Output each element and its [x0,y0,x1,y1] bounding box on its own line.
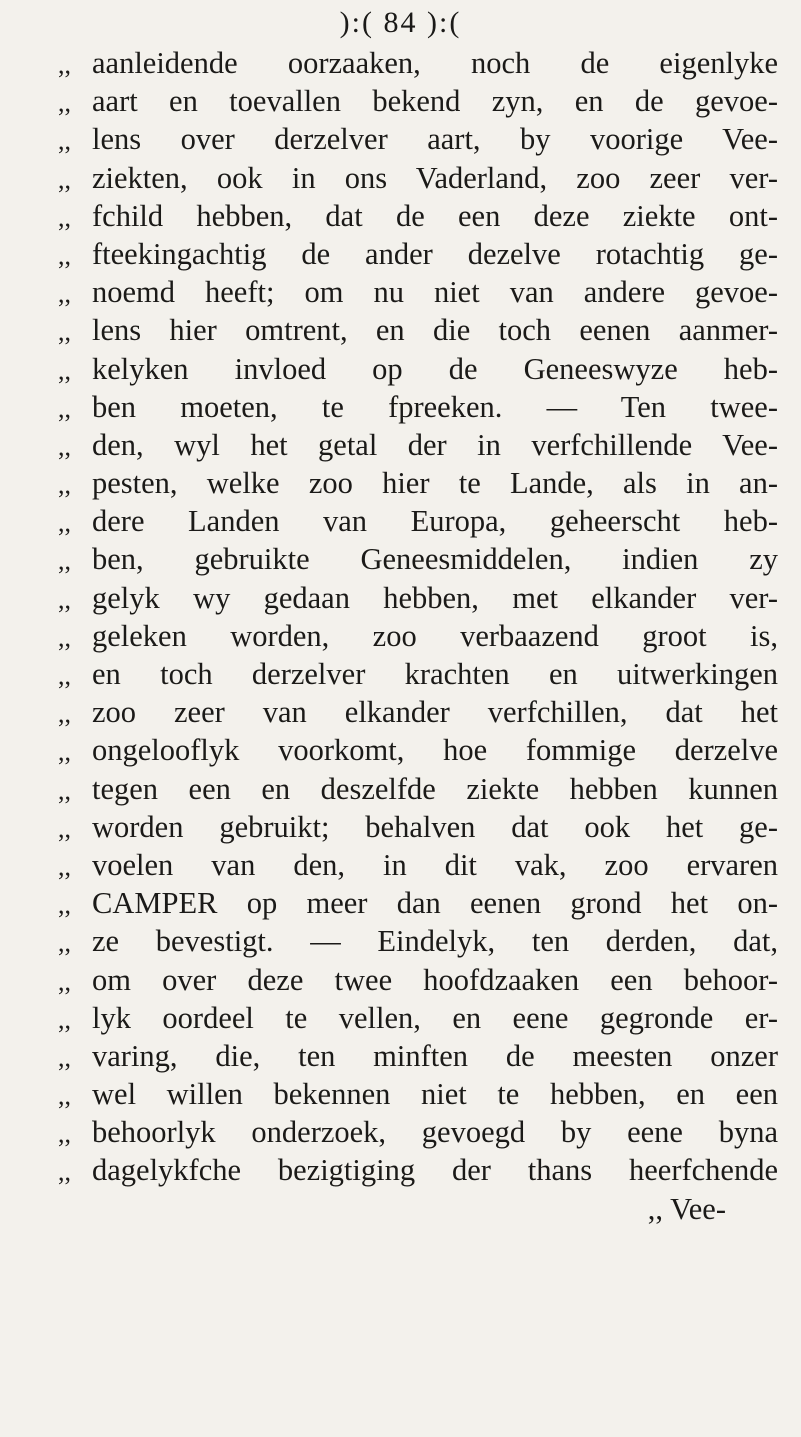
text-line [58,848,778,886]
line-text: varing, die, ten minften de meesten onzer [92,1038,778,1073]
text-line [58,772,778,810]
catchword-quote: ,, [647,1191,664,1226]
line-text: den, wyl het getal der in verfchillende Vee- [92,427,778,462]
page-header: ):( 84 ):( [339,6,462,39]
text-line [58,275,778,313]
line-text: CAMPER op meer dan eenen grond het on- [92,886,778,921]
quote-mark: ,, [58,279,71,309]
text-line [58,1077,778,1115]
text-line [58,504,778,542]
text-line [58,161,778,199]
quote-mark: ,, [58,584,71,614]
text-line [58,619,778,657]
line-text: gelyk wy gedaan hebben, met elkander ver- [92,580,778,615]
line-text: ben moeten, te fpreeken. — Ten twee- [92,389,778,424]
line-text: ongelooflyk voorkomt, hoe fommige derzelve [92,733,778,768]
quote-mark: ,, [58,50,71,79]
quote-mark: ,, [58,851,71,881]
quote-mark: ,, [58,737,71,767]
text-line [58,1039,778,1077]
quote-mark: ,, [58,1081,71,1111]
text-line [58,84,778,122]
quote-mark: ,, [58,126,71,156]
line-text: geleken worden, zoo verbaazend groot is, [92,618,778,653]
text-line [58,886,778,924]
text-line [58,733,778,771]
text-line [58,199,778,237]
line-text: aanleidende oorzaaken, noch de eigenlyke [92,46,778,80]
line-text: ben, gebruikte Geneesmiddelen, indien zy [92,542,778,577]
text-line [58,390,778,428]
text-line [58,963,778,1001]
line-text: voelen van den, in dit vak, zoo ervaren [92,847,778,882]
line-text: worden gebruikt; behalven dat ook het ge- [92,809,778,844]
quote-mark: ,, [58,393,71,423]
quote-mark: ,, [58,546,71,576]
line-text: en toch derzelver krachten en uitwerkingen [92,657,778,691]
quote-mark: ,, [58,1042,71,1072]
text-line [58,657,778,695]
text-line [58,352,778,390]
line-text: ziekten, ook in ons Vaderland, zoo zeer ver- [92,160,778,195]
line-text: zoo zeer van elkander verfchillen, dat het [92,695,778,730]
text-line [58,46,778,84]
text-line [58,1115,778,1153]
line-text: behoorlyk onderzoek, gevoegd by eene byna [92,1115,778,1150]
line-text: kelyken invloed op de Geneeswyze heb- [92,351,778,386]
line-text: tegen een en deszelfde ziekte hebben kunnen [92,771,778,806]
line-text: dagelykfche bezigtiging der thans heerfchende [92,1153,778,1188]
text-line [58,313,778,351]
quote-mark: ,, [58,699,71,729]
quote-mark: ,, [58,355,71,385]
quote-mark: ,, [58,890,71,920]
quote-mark: ,, [58,508,71,538]
text-line [58,810,778,848]
quote-mark: ,, [58,202,71,232]
quote-mark: ,, [58,661,71,690]
quote-mark: ,, [58,966,71,996]
text-line [58,924,778,962]
text-line [58,466,778,504]
line-text: fteekingachtig de ander dezelve rotachtig ge- [92,236,778,271]
line-text: om over deze twee hoofdzaaken een behoor- [92,962,778,997]
quote-mark: ,, [58,164,71,194]
line-text: pesten, welke zoo hier te Lande, als in an- [92,466,778,501]
quote-mark: ,, [58,775,71,805]
quote-mark: ,, [58,928,71,958]
catchword [86,1192,778,1227]
line-text: wel willen bekennen niet te hebben, en een [92,1077,778,1112]
line-text: lens over derzelver aart, by voorige Vee- [92,122,778,157]
quote-mark: ,, [58,470,71,500]
line-text: fchild hebben, dat de een deze ziekte ont- [92,198,778,233]
quote-mark: ,, [58,1004,71,1034]
line-text: dere Landen van Europa, geheerscht heb- [92,504,778,539]
line-text: noemd heeft; om nu niet van andere gevoe- [92,275,778,310]
line-text: lens hier omtrent, en die toch eenen aanmer- [92,313,778,348]
quote-mark: ,, [58,813,71,843]
text-line [58,542,778,580]
text-line [58,695,778,733]
quote-mark: ,, [58,1119,71,1149]
text-line [58,1153,778,1191]
line-text: lyk oordeel te vellen, en eene gegronde er- [92,1000,778,1035]
text-line [58,1001,778,1039]
catchword-line [58,1192,778,1230]
catchword-text: Vee- [670,1191,726,1226]
quote-mark: ,, [58,240,71,270]
quote-mark: ,, [58,317,71,347]
text-line [58,237,778,275]
text-line [58,581,778,619]
line-text: aart en toevallen bekend zyn, en de gevoe- [92,84,778,119]
quote-mark: ,, [58,1157,71,1187]
line-text: ze bevestigt. — Eindelyk, ten derden, dat, [92,924,778,959]
quote-mark: ,, [58,622,71,652]
quote-mark: ,, [58,88,71,118]
quote-mark: ,, [58,431,71,461]
text-line [58,428,778,466]
text-block [58,46,778,1230]
text-line [58,122,778,160]
